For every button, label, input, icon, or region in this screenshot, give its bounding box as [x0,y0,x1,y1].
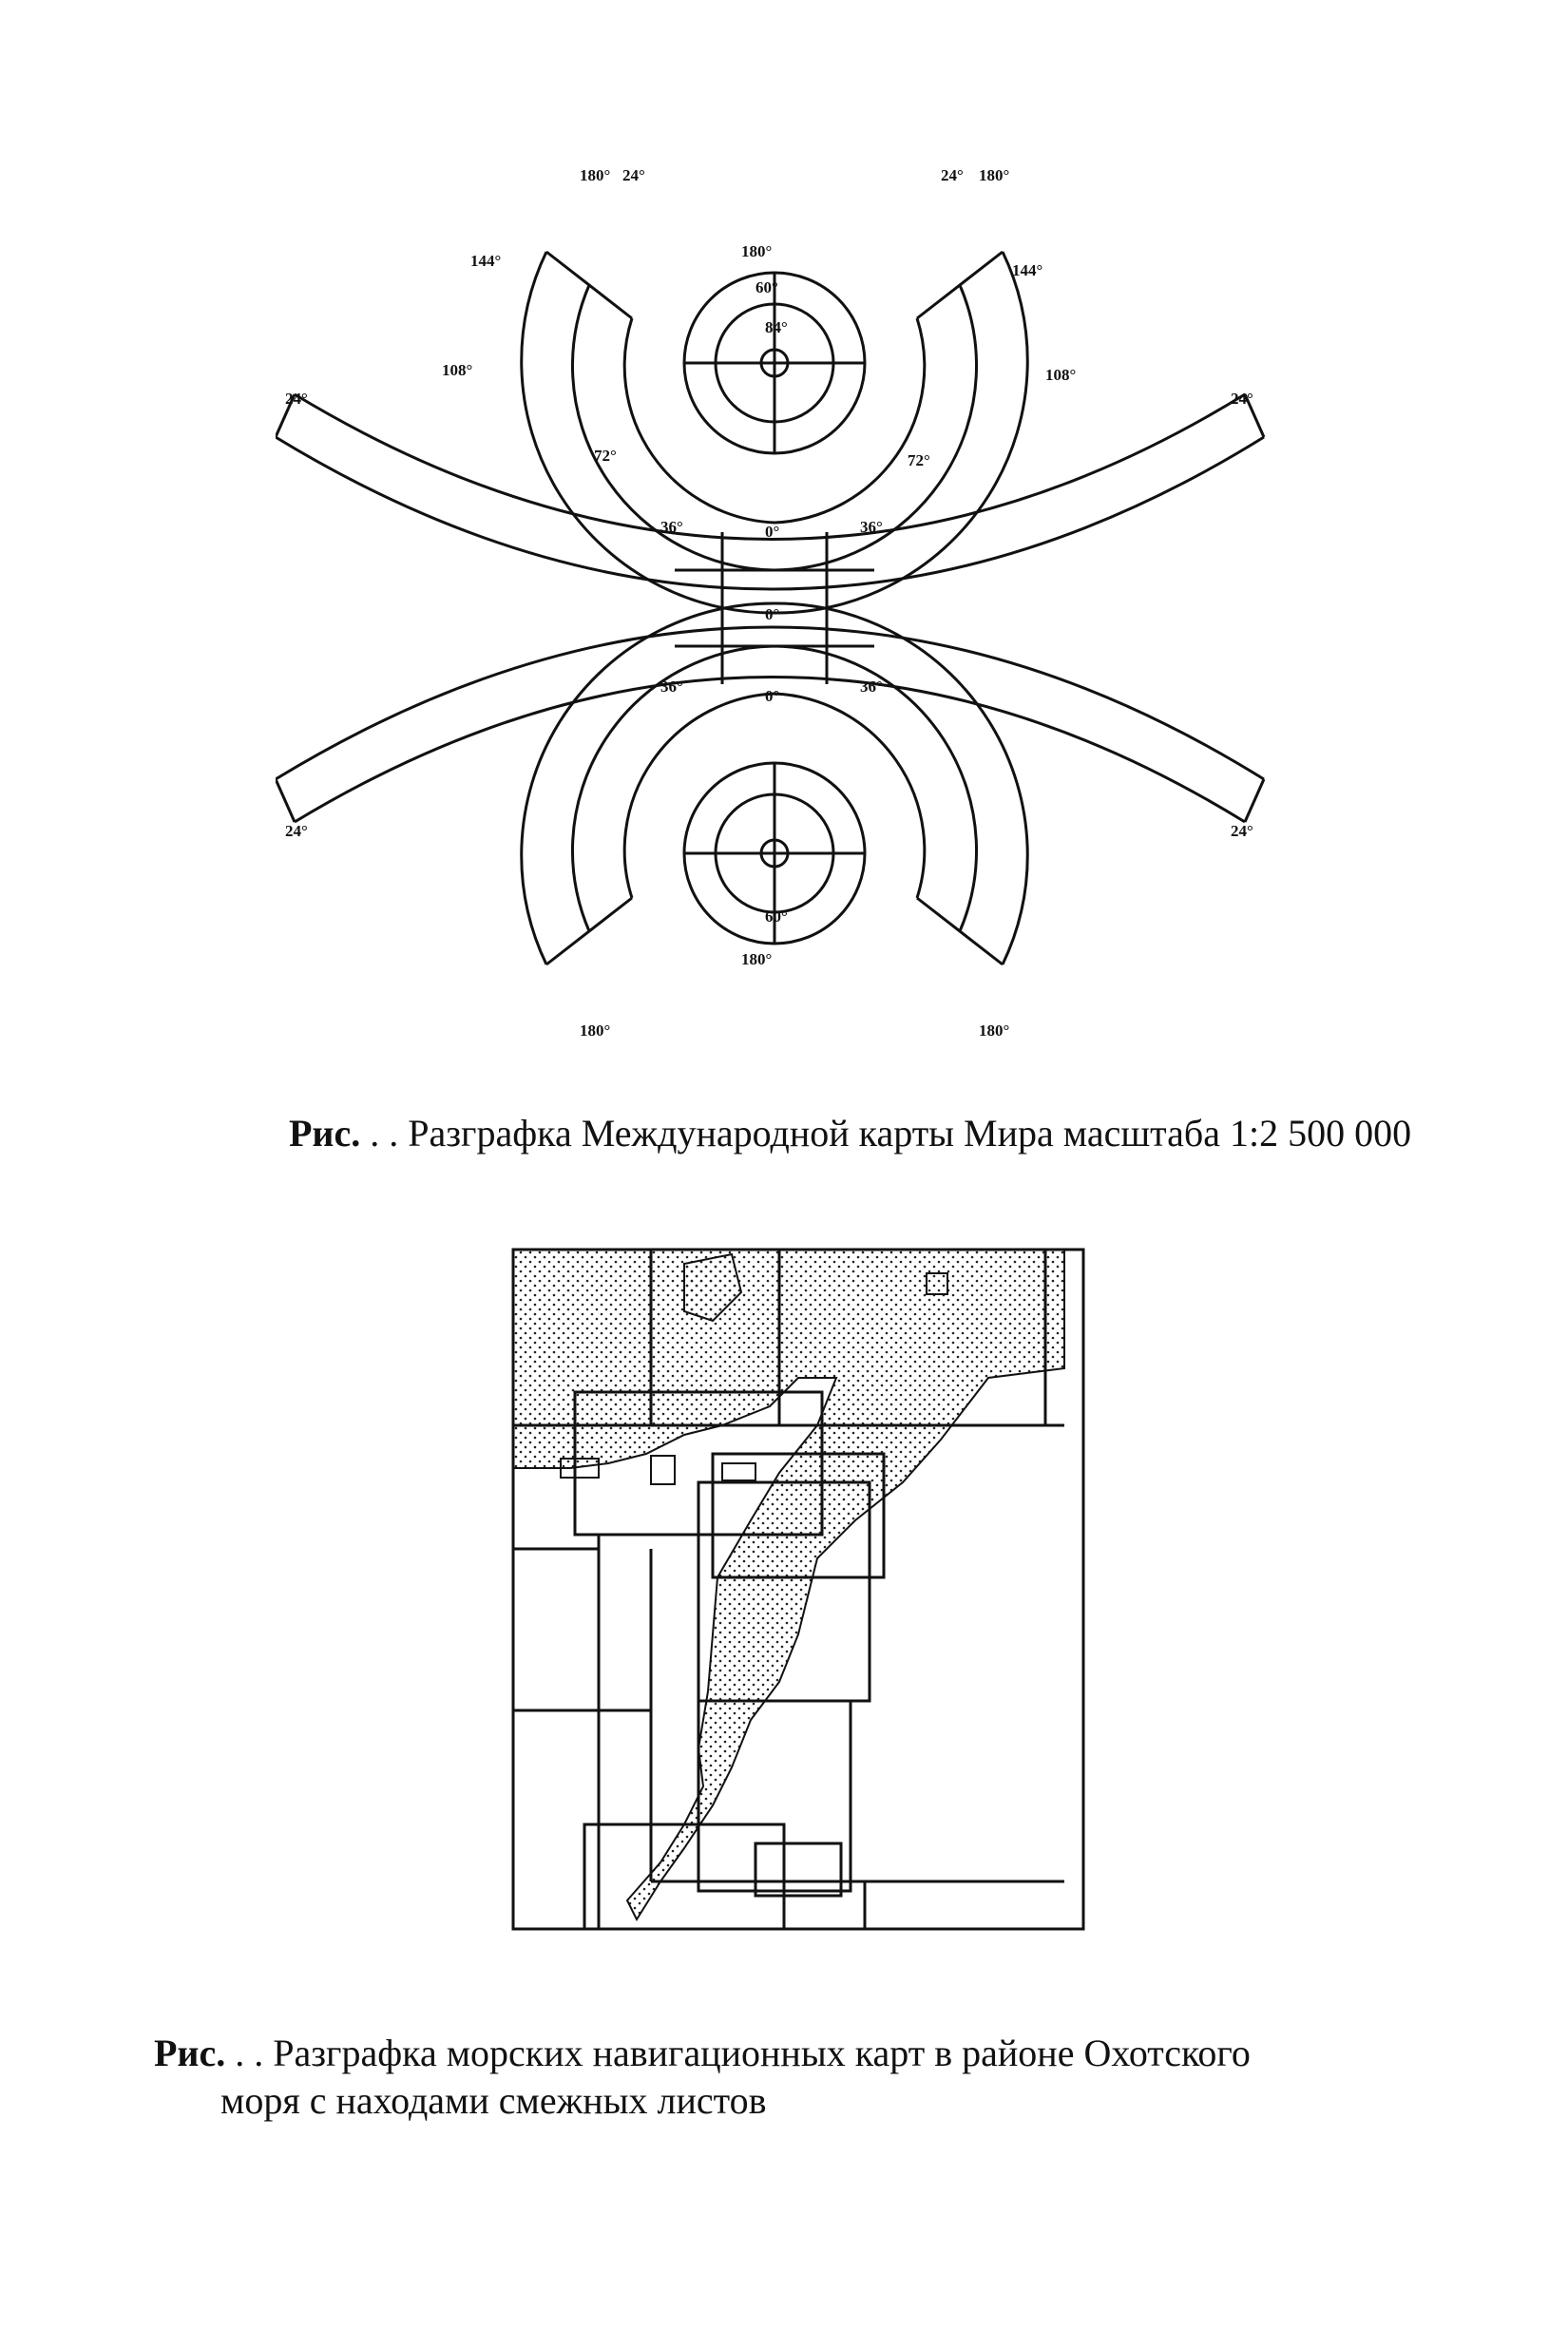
svg-text:180°: 180° [580,1021,611,1040]
svg-text:72°: 72° [908,451,930,469]
svg-text:72°: 72° [594,447,617,465]
svg-text:180°: 180° [741,950,773,968]
south-equatorial-band [276,627,1264,822]
okhotsk-chart-layout [494,1235,1102,1957]
figure2-caption: Рис. . . Разграфка морских навигационных карт в районе Охотского моря с находами смежных листов [154,2032,1251,2122]
svg-text:36°: 36° [860,678,883,696]
svg-text:24°: 24° [285,822,308,840]
svg-text:84°: 84° [765,318,788,336]
svg-text:144°: 144° [1012,261,1043,279]
land-areas [513,1250,1064,1919]
svg-text:36°: 36° [660,678,683,696]
svg-text:60°: 60° [755,278,778,296]
north-equatorial-band [276,394,1264,589]
svg-text:180°: 180° [979,166,1010,184]
svg-text:0°: 0° [765,523,780,541]
svg-text:108°: 108° [1045,366,1077,384]
svg-text:24°: 24° [622,166,645,184]
svg-text:0°: 0° [765,687,780,705]
figure1-caption: Рис. . . Разграфка Международной карты Мира масштаба 1:2 500 000 [289,1112,1412,1155]
svg-text:24°: 24° [1231,822,1253,840]
svg-text:180°: 180° [979,1021,1010,1040]
svg-text:144°: 144° [470,252,502,270]
svg-text:0°: 0° [765,605,780,623]
svg-text:108°: 108° [442,361,473,379]
svg-text:24°: 24° [1231,390,1253,408]
svg-text:180°: 180° [741,242,773,260]
svg-text:60°: 60° [765,907,788,926]
svg-text:24°: 24° [941,166,964,184]
svg-text:36°: 36° [860,518,883,536]
north-polar-cap [684,273,865,453]
world-map-sheet-layout [276,152,1283,1064]
svg-text:36°: 36° [660,518,683,536]
svg-text:180°: 180° [580,166,611,184]
svg-text:24°: 24° [285,390,308,408]
